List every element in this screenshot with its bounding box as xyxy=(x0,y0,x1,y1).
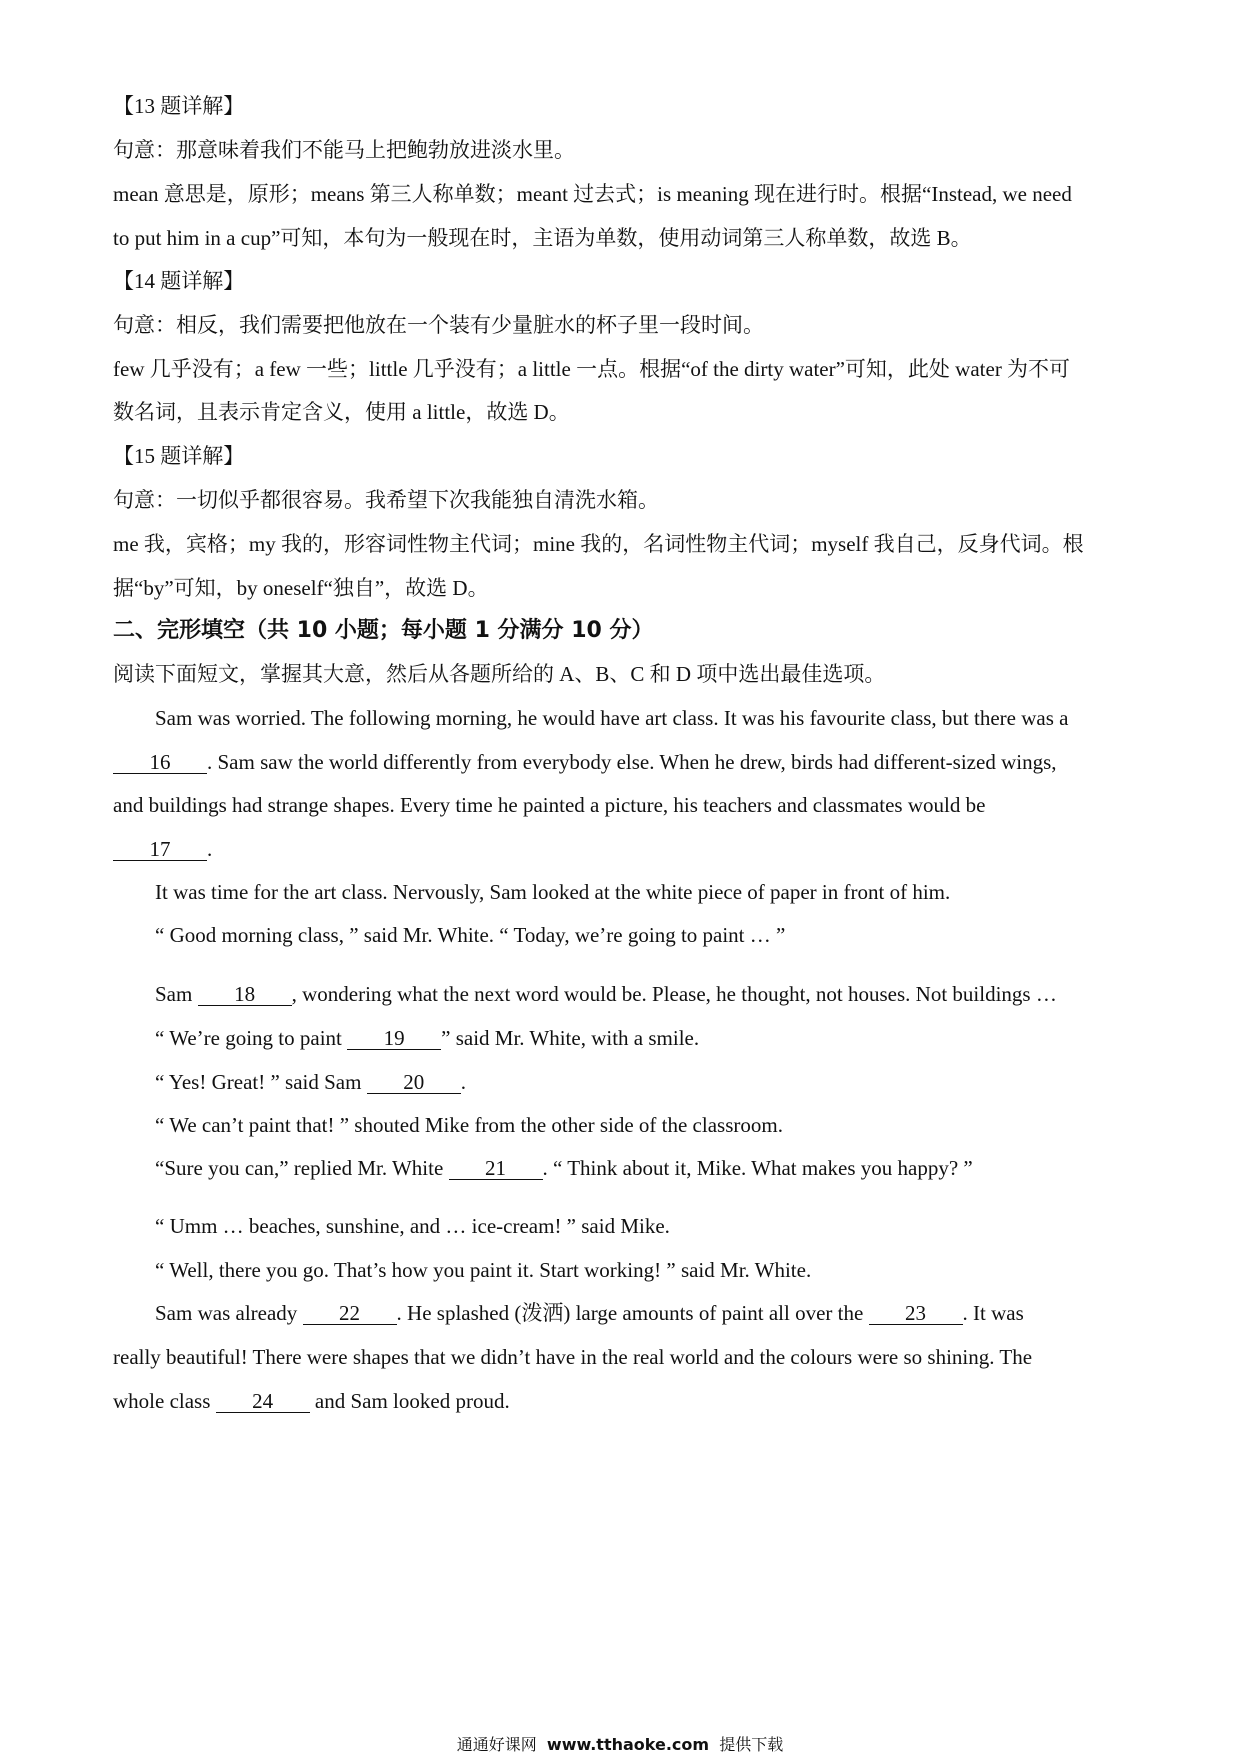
passage-line xyxy=(113,1387,1138,1415)
passage-line: “ We can’t paint that! ” shouted Mike from the other side of the classroom. xyxy=(155,1113,783,1137)
passage-line xyxy=(113,748,1138,776)
q15-meaning: 句意：一切似乎都很容易。我希望下次我能独自清洗水箱。 xyxy=(113,488,659,512)
passage-text: Sam xyxy=(155,982,198,1006)
passage-text: . xyxy=(207,837,213,861)
passage-text: whole class xyxy=(113,1389,216,1413)
q15-heading: 【15 题详解】 xyxy=(113,444,245,468)
passage-line: Sam was worried. The following morning, he would have art class. It was his favourite class, but there was a xyxy=(155,706,1069,730)
passage-line: “ Good morning class, ” said Mr. White. “ Today, we’re going to paint … ” xyxy=(155,923,786,947)
passage-line xyxy=(113,835,1138,863)
q14-explanation-2: 数名词，且表示肯定含义，使用 a little，故选 D。 xyxy=(113,400,570,424)
passage-text: Sam was already xyxy=(155,1301,303,1325)
blank-22: 22 xyxy=(303,1302,397,1325)
passage-text: and Sam looked proud. xyxy=(309,1389,510,1413)
footer-brand: 通通好课网 xyxy=(456,1735,537,1754)
page-footer xyxy=(0,1732,1240,1755)
passage-text: . It was xyxy=(962,1301,1024,1325)
section-title: 二、完形填空（共 10 小题；每小题 1 分满分 10 分） xyxy=(113,618,654,643)
q13-meaning: 句意：那意味着我们不能马上把鲍勃放进淡水里。 xyxy=(113,138,575,162)
footer-website-link[interactable]: www.tthaoke.com xyxy=(546,1735,710,1754)
blank-16: 16 xyxy=(113,751,207,774)
q13-explanation-1: mean 意思是，原形；means 第三人称单数；meant 过去式；is meaning 现在进行时。根据“Instead, we need xyxy=(113,182,1072,206)
passage-line: “ Well, there you go. That’s how you paint it. Start working! ” said Mr. White. xyxy=(155,1258,812,1282)
blank-23: 23 xyxy=(869,1302,963,1325)
passage-line xyxy=(155,1154,1138,1182)
q14-explanation-1: few 几乎没有；a few 一些；little 几乎没有；a little 一点。根据“of the dirty water”可知，此处 water 为不可 xyxy=(113,357,1071,381)
passage-line: really beautiful! There were shapes that we didn’t have in the real world and the colours were so shining. The xyxy=(113,1345,1033,1369)
section-instruction: 阅读下面短文，掌握其大意，然后从各题所给的 A、B、C 和 D 项中选出最佳选项。 xyxy=(113,662,886,686)
blank-17: 17 xyxy=(113,838,207,861)
passage-line: and buildings had strange shapes. Every time he painted a picture, his teachers and classmates would be xyxy=(113,793,986,817)
q13-explanation-2: to put him in a cup”可知，本句为一般现在时，主语为单数，使用动词第三人称单数，故选 B。 xyxy=(113,226,972,250)
footer-provider-text: 提供下载 xyxy=(719,1735,784,1754)
passage-line: It was time for the art class. Nervously, Sam looked at the white piece of paper in front of him. xyxy=(155,880,951,904)
q14-heading: 【14 题详解】 xyxy=(113,269,245,293)
passage-line: “ Umm … beaches, sunshine, and … ice-cream! ” said Mike. xyxy=(155,1214,670,1238)
q13-heading: 【13 题详解】 xyxy=(113,94,245,118)
passage-text: . xyxy=(460,1070,466,1094)
blank-18: 18 xyxy=(198,983,292,1006)
passage-text: . “ Think about it, Mike. What makes you happy? ” xyxy=(542,1156,973,1180)
passage-text: “ Yes! Great! ” said Sam xyxy=(155,1070,367,1094)
blank-21: 21 xyxy=(449,1157,543,1180)
passage-text: . He splashed (泼洒) large amounts of paint all over the xyxy=(396,1301,869,1325)
passage-text: , wondering what the next word would be. Please, he thought, not houses. Not buildings … xyxy=(291,982,1057,1006)
passage-line xyxy=(155,1299,1138,1327)
passage-line xyxy=(155,980,1138,1008)
passage-text: ” said Mr. White, with a smile. xyxy=(441,1026,700,1050)
passage-line xyxy=(155,1024,1138,1052)
q15-explanation-2: 据“by”可知，by oneself“独自”，故选 D。 xyxy=(113,576,489,600)
passage-line xyxy=(155,1068,1138,1096)
q15-explanation-1: me 我，宾格；my 我的，形容词性物主代词；mine 我的，名词性物主代词；myself 我自己，反身代词。根 xyxy=(113,532,1084,556)
q14-meaning: 句意：相反，我们需要把他放在一个装有少量脏水的杯子里一段时间。 xyxy=(113,313,764,337)
passage-text: . Sam saw the world differently from everybody else. When he drew, birds had different-sized wings, xyxy=(207,750,1057,774)
blank-24: 24 xyxy=(216,1390,310,1413)
blank-19: 19 xyxy=(347,1027,441,1050)
blank-20: 20 xyxy=(367,1071,461,1094)
passage-text: “Sure you can,” replied Mr. White xyxy=(155,1156,449,1180)
passage-text: “ We’re going to paint xyxy=(155,1026,348,1050)
